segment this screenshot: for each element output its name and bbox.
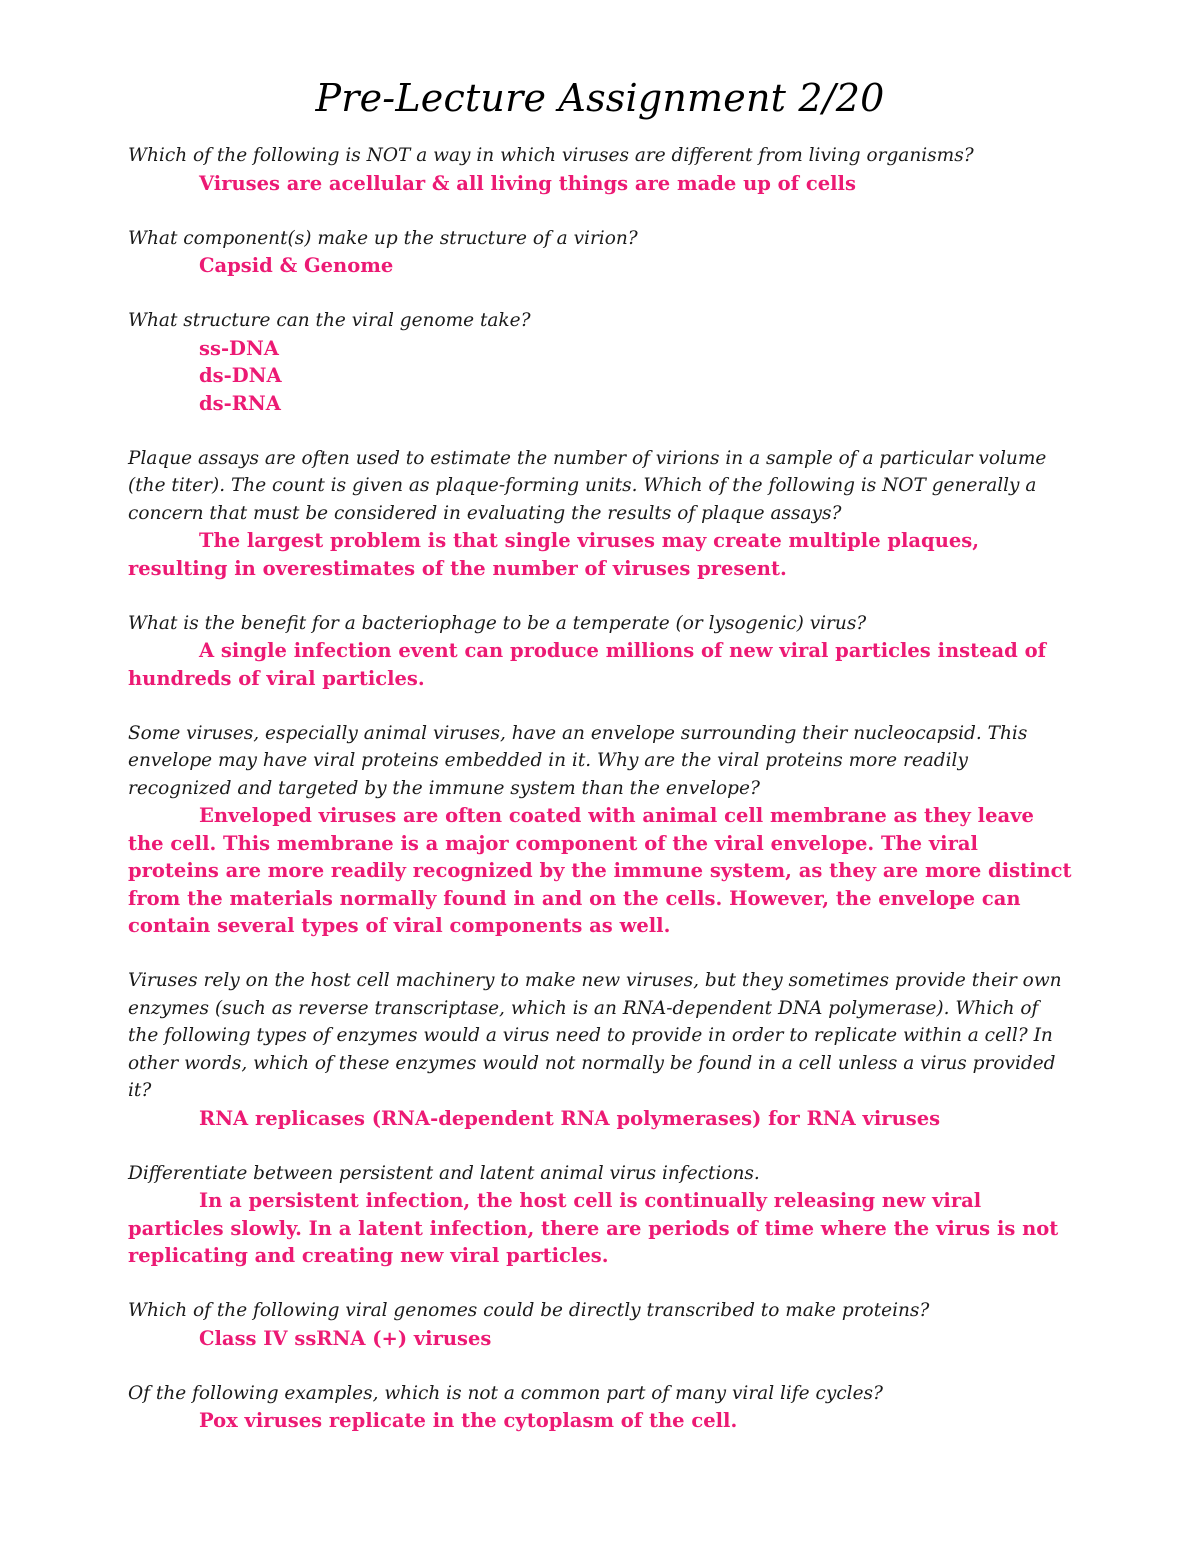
qa-item-8 bbox=[128, 1160, 1072, 1270]
qa-item-1 bbox=[128, 142, 1072, 197]
question-text: Of the following examples, which is not a common part of many viral life cycles? bbox=[128, 1382, 883, 1404]
answer-text: Capsid & Genome bbox=[199, 254, 394, 277]
answer-text: Pox viruses replicate in the cytoplasm of the cell. bbox=[199, 1409, 738, 1432]
answer-text: In a persistent infection, the host cell is continually releasing new viral particles slowly. In a latent infection, there are periods of time where the virus is not replicating and creating new viral particles. bbox=[128, 1189, 1059, 1267]
qa-item-10 bbox=[128, 1380, 1072, 1435]
qa-item-9 bbox=[128, 1297, 1072, 1352]
answer-text: Enveloped viruses are often coated with animal cell membrane as they leave the cell. This membrane is a major component of the viral envelope. The viral proteins are more readily recognized by the immune system, as they are more distinct from the materials normally found in and on the cells. However, the envelope can contain several types of viral components as well. bbox=[128, 804, 1072, 937]
list-item: ds-DNA bbox=[199, 364, 282, 387]
answer-list bbox=[128, 335, 1072, 418]
question-text: Differentiate between persistent and latent animal virus infections. bbox=[128, 1162, 760, 1184]
list-item: ds-RNA bbox=[199, 391, 281, 415]
qa-item-4 bbox=[128, 445, 1072, 583]
qa-item-5 bbox=[128, 610, 1072, 693]
question-text: What structure can the viral genome take? bbox=[128, 310, 531, 331]
answer-text: A single infection event can produce millions of new viral particles instead of hundreds of viral particles. bbox=[128, 639, 1046, 690]
question-text: Which of the following is NOT a way in which viruses are different from living organisms? bbox=[128, 145, 974, 166]
question-text: Plaque assays are often used to estimate the number of virions in a sample of a particular volume (the titer). The count is given as plaque-forming units. Which of the following is NOT generally a concern that must be considered in evaluating the results of plaque assays? bbox=[128, 447, 1047, 524]
question-text: Viruses rely on the host cell machinery to make new viruses, but they sometimes provide their own enzymes (such as reverse transcriptase, which is an RNA-dependent DNA polymerase). Which of the following types of enzymes would a virus need to provide in order to replicate within a cell? In other words, which of these enzymes would not normally be found in a cell unless a virus provided it? bbox=[128, 970, 1062, 1101]
question-text: What component(s) make up the structure of a virion? bbox=[128, 227, 638, 249]
answer-text: Class IV ssRNA (+) viruses bbox=[199, 1326, 492, 1350]
question-text: Some viruses, especially animal viruses, have an envelope surrounding their nucleocapsid. This envelope may have viral proteins embedded in it. Why are the viral proteins more readily recognized and targeted by the immune system than the envelope? bbox=[128, 722, 1028, 799]
question-text: Which of the following viral genomes could be directly transcribed to make proteins? bbox=[128, 1300, 930, 1321]
qa-item-2 bbox=[128, 225, 1072, 280]
answer-text: Viruses are acellular & all living things are made up of cells bbox=[199, 171, 856, 195]
answer-text: RNA replicases (RNA-dependent RNA polymerases) for RNA viruses bbox=[199, 1106, 941, 1130]
qa-item-7 bbox=[128, 967, 1072, 1132]
answer-text: The largest problem is that single viruses may create multiple plaques, resulting in overestimates of the number of viruses present. bbox=[128, 529, 980, 580]
page-title: Pre-Lecture Assignment 2/20 bbox=[315, 76, 885, 120]
qa-item-3 bbox=[128, 307, 1072, 417]
list-item: ss-DNA bbox=[199, 336, 279, 360]
qa-item-6 bbox=[128, 720, 1072, 940]
question-text: What is the benefit for a bacteriophage to be a temperate (or lysogenic) virus? bbox=[128, 612, 867, 634]
